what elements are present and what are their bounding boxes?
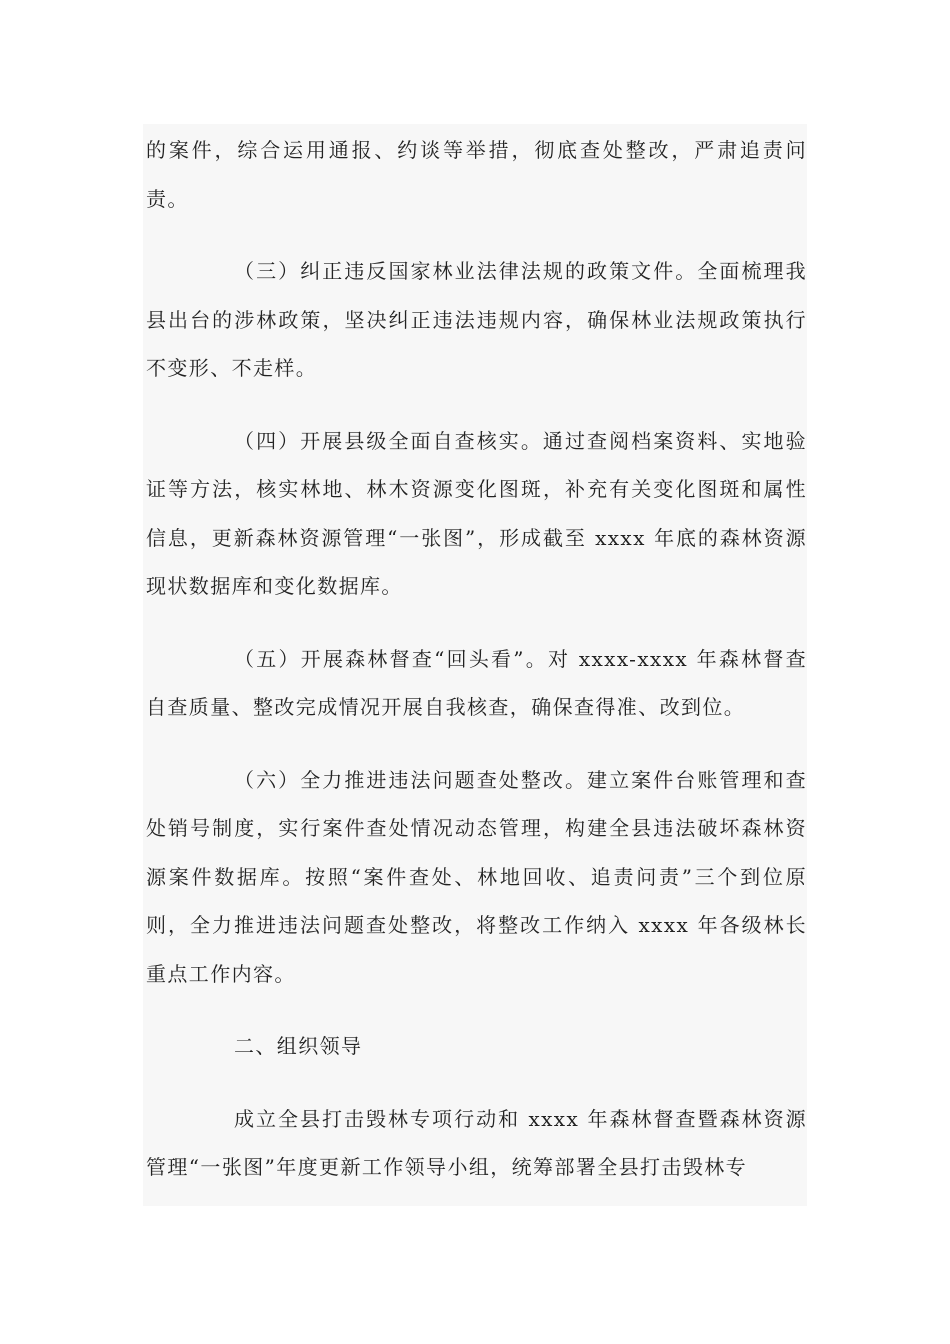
paragraph-leadership-group: 成立全县打击毁林专项行动和 xxxx 年森林督查暨森林资源管理“一张图”年度更新工作领导小组，统筹部署全县打击毁林专 [146,1106,807,1179]
heading-organization-leadership: 二、组织领导 [234,1034,363,1058]
paragraph-continuation: 的案件，综合运用通报、约谈等举措，彻底查处整改，严肃追责问责。 [146,138,807,211]
paragraph-section-6: （六）全力推进违法问题查处整改。建立案件台账管理和查处销号制度，实行案件查处情况动态管理，构建全县违法破坏森林资源案件数据库。按照“案件查处、林地回收、追责问责”三个到位原则，全力推进违法问题查处整改，将整改工作纳入 xxxx 年各级林长重点工作内容。 [146,767,807,986]
paragraph-section-4: （四）开展县级全面自查核实。通过查阅档案资料、实地验证等方法，核实林地、林木资源变化图斑，补充有关变化图斑和属性信息，更新森林资源管理“一张图”，形成截至 xxxx 年底的森林资源现状数据库和变化数据库。 [146,428,807,598]
paragraph-section-5: （五）开展森林督查“回头看”。对 xxxx-xxxx 年森林督查自查质量、整改完成情况开展自我核查，确保查得准、改到位。 [146,646,807,719]
paragraph-section-3: （三）纠正违反国家林业法律法规的政策文件。全面梳理我县出台的涉林政策，坚决纠正违法违规内容，确保林业法规政策执行不变形、不走样。 [146,259,807,380]
document-body [143,124,807,1206]
